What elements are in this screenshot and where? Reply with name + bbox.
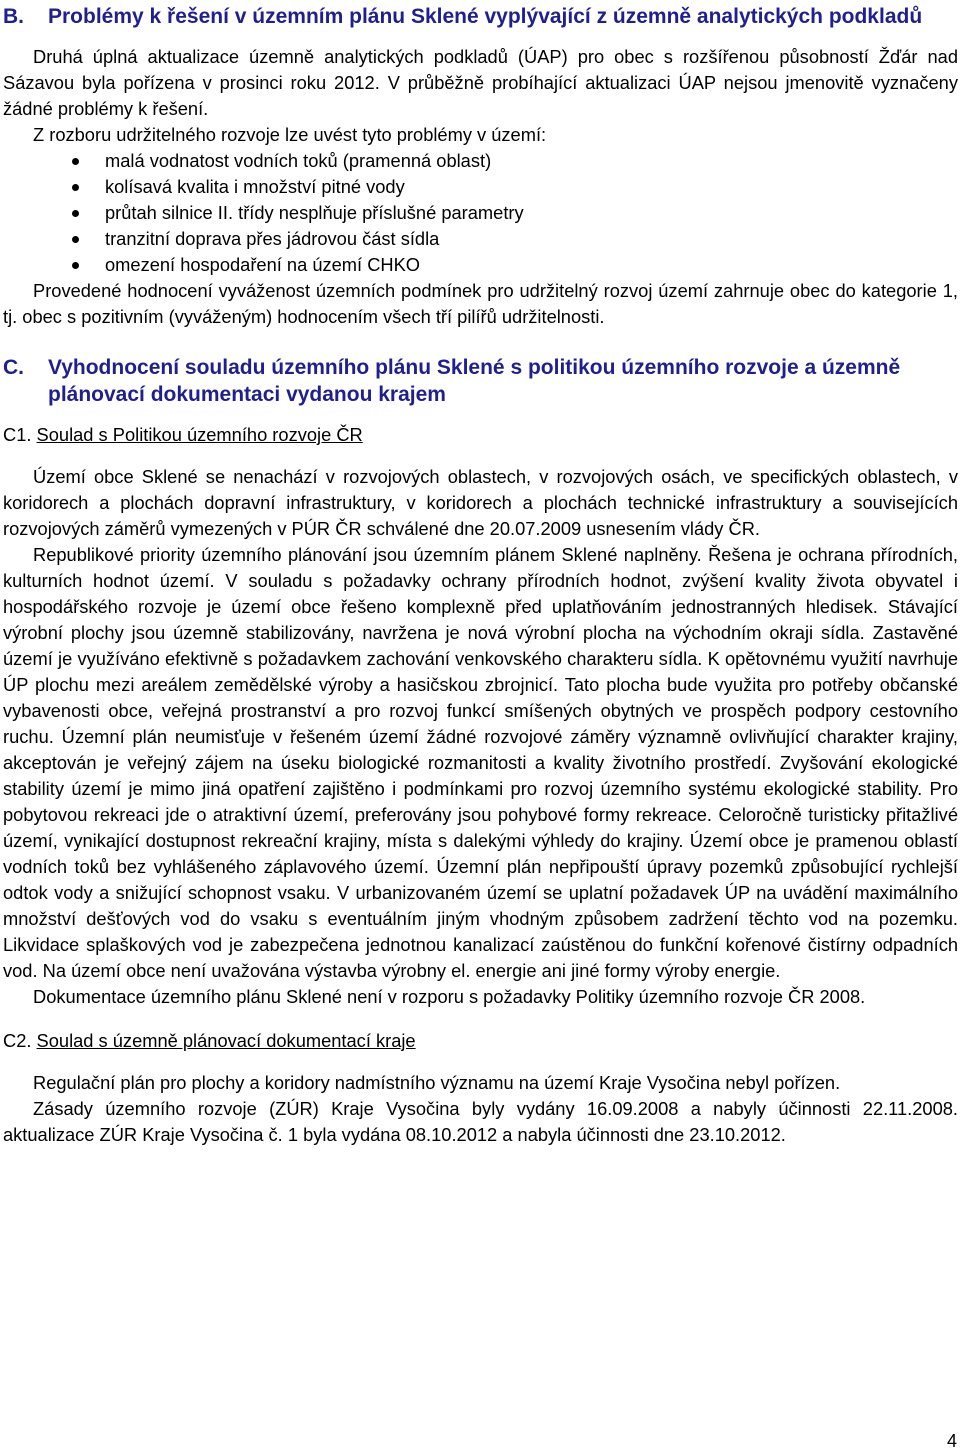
c2-paragraph: Regulační plán pro plochy a koridory nadmístního významu na území Kraje Vysočina nebyl pořízen. xyxy=(33,1072,841,1093)
bullet-icon xyxy=(72,262,79,269)
c2-title: Soulad s územně plánovací dokumentací kraje xyxy=(36,1030,416,1051)
list-item-text: malá vodnatost vodních toků (pramenná oblast) xyxy=(105,150,492,171)
list-item-text: kolísavá kvalita i množství pitné vody xyxy=(105,176,405,197)
list-item xyxy=(3,148,958,174)
b-paragraph: Z rozboru udržitelného rozvoje lze uvést tyto problémy v území: xyxy=(33,124,547,145)
document-page xyxy=(3,0,958,1148)
c2-label: C2. xyxy=(3,1030,32,1051)
page-number: 4 xyxy=(946,1431,957,1451)
problem-list xyxy=(3,148,958,278)
section-b-title: Problémy k řešení v územním plánu Sklené vyplývající z územně analytických podkladů xyxy=(48,5,923,28)
c1-label: C1. xyxy=(3,424,32,445)
c1-title: Soulad s Politikou územního rozvoje ČR xyxy=(36,424,363,445)
section-b-number: B. xyxy=(3,5,24,28)
list-item-text: tranzitní doprava přes jádrovou část sídla xyxy=(105,228,440,249)
c1-paragraph: Republikové priority územního plánování jsou územním plánem Sklené naplněny. Řešena je ochrana přírodních, kulturních hodnot území. V souladu s požadavky ochrany přírodních hodnot, zvýšení kvality života obyvatel i hospodářského rozvoje je území obce řešeno komplexně před uplatňováním jednostranných hledisek. Stávající výrobní plochy jsou územně stabilizovány, navržena je nová výrobní plocha na východním okraji sídla. Zastavěné území je využíváno efektivně s požadavkem zachování venkovského charakteru sídla. K opětovnému využití navrhuje ÚP plochu mezi areálem zemědělské výroby a hasičskou zbrojnicí. Tato plocha bude využita pro potřeby občanské vybavenosti obce, veřejná prostranství a pro rozvoj funkcí smíšených obytných ve prospěch podpory cestovního ruchu. Územní plán neumisťuje v řešeném území žádné rozvojové záměry významně ovlivňující charakter krajiny, akceptován je veřejný zájem na úseku biologické rozmanitosti a kvality životního prostředí. Zvyšování ekologické stability území je mimo jiná opatření zajištěno i podmínkami pro rozvoj územního systému ekologické stability. Pro pobytovou rekreaci jde o atraktivní území, preferovány jsou pohybové formy rekreace. Celoročně turisticky přitažlivé území, vynikající dostupnost rekreační krajiny, místa s dalekými výhledy do krajiny. Území obce je pramenou oblastí vodních toků bez vyhlášeného záplavového území. Územní plán nepřipouští úpravy pozemků způsobující rychlejší odtok vody a snižující schopnost vsaku. V urbanizovaném území se uplatní požadavek ÚP na uvádění maximálního množství dešťových vod do vsaku s eventuálním jiným vhodným způsobem zadržení těchto vod na pozemku. Likvidace splaškových vod je zabezpečena jednotnou kanalizací zaústěnou do funkční kořenové čistírny odpadních vod. Na území obce není uvažována výstavba výrobny el. energie ani jiné formy výroby energie. xyxy=(3,544,958,981)
section-b-heading xyxy=(3,3,958,30)
c1-heading xyxy=(3,422,958,448)
bullet-icon xyxy=(72,210,79,217)
c2-paragraph: Zásady územního rozvoje (ZÚR) Kraje Vysočina byly vydány 16.09.2008 a nabyly účinnosti 22.11.2008. aktualizace ZÚR Kraje Vysočina č. 1 byla vydána 08.10.2012 a nabyla účinnosti dne 23.10.2012. xyxy=(3,1098,958,1145)
c1-paragraph: Území obce Sklené se nenachází v rozvojových oblastech, v rozvojových osách, ve specifických oblastech, v koridorech a plochách dopravní infrastruktury, v koridorech a plochách technické infrastruktury a souvisejících rozvojových záměrů vymezených v PÚR ČR schválené dne 20.07.2009 usnesením vlády ČR. xyxy=(3,466,958,539)
section-c-title: Vyhodnocení souladu územního plánu Sklené s politikou územního rozvoje a územně plánovací dokumentaci vydanou krajem xyxy=(48,356,901,406)
section-c-number: C. xyxy=(3,356,24,379)
b-conclusion: Provedené hodnocení vyváženost územních podmínek pro udržitelný rozvoj území zahrnuje obec do kategorie 1, tj. obec s pozitivním (vyváženým) hodnocením všech tří pilířů udržitelnosti. xyxy=(3,280,958,327)
section-c-heading xyxy=(3,354,958,408)
list-item xyxy=(3,200,958,226)
list-item xyxy=(3,252,958,278)
list-item-text: omezení hospodaření na území CHKO xyxy=(105,254,421,275)
c2-heading xyxy=(3,1028,958,1054)
list-item-text: průtah silnice II. třídy nesplňuje příslušné parametry xyxy=(105,202,524,223)
list-item xyxy=(3,226,958,252)
bullet-icon xyxy=(72,158,79,165)
b-paragraph: Druhá úplná aktualizace územně analytických podkladů (ÚAP) pro obec s rozšířenou působností Žďár nad Sázavou byla pořízena v prosinci roku 2012. V průběžně probíhající aktualizaci ÚAP nejsou jmenovitě vyznačeny žádné problémy k řešení. xyxy=(3,46,958,119)
c1-paragraph: Dokumentace územního plánu Sklené není v rozporu s požadavky Politiky územního rozvoje ČR 2008. xyxy=(33,986,866,1007)
list-item xyxy=(3,174,958,200)
bullet-icon xyxy=(72,236,79,243)
bullet-icon xyxy=(72,184,79,191)
